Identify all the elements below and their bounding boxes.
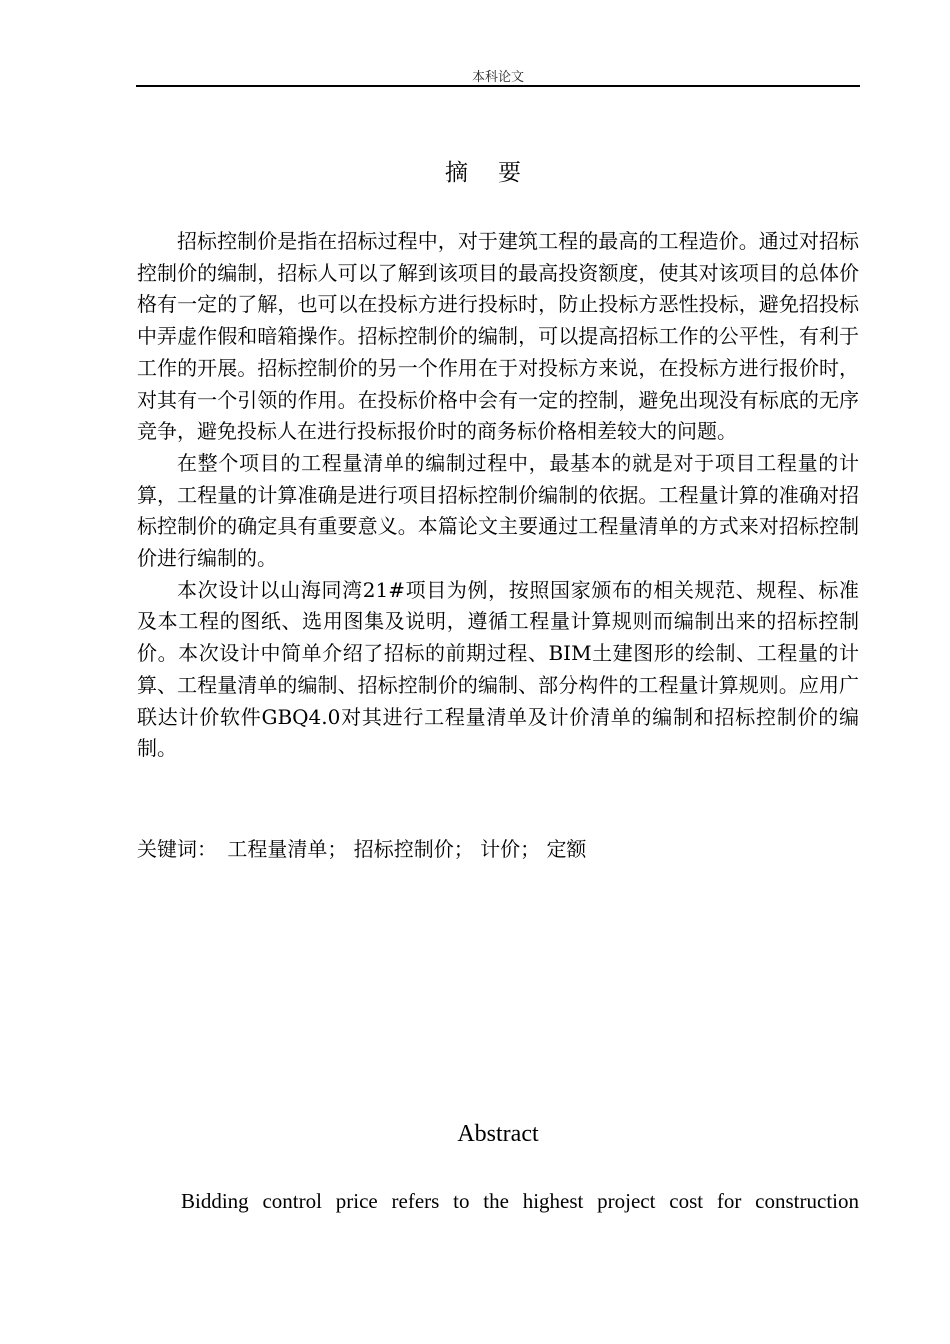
keywords-line <box>137 834 859 865</box>
keywords-list <box>221 837 586 861</box>
abstract-paragraph-2: 在整个项目的工程量清单的编制过程中，最基本的就是对于项目工程量的计算，工程量的计算准确是进行项目招标控制价编制的依据。工程量计算的准确对招标控制价的确定具有重要意义。本篇论文主要通过工程量清单的方式来对招标控制价进行编制的。 <box>137 450 859 571</box>
keyword: 计价 <box>480 837 521 861</box>
keyword-separator: ； <box>453 837 474 861</box>
abstract-title-cn: 摘要 <box>445 160 551 186</box>
running-header: 本科论文 <box>471 70 524 85</box>
abstract-body-cn <box>137 226 859 765</box>
keyword: 招标控制价 <box>353 837 454 861</box>
header-rule <box>136 85 860 87</box>
keyword-separator: ； <box>327 837 348 861</box>
keyword: 工程量清单 <box>227 837 328 861</box>
abstract-body-en: Bidding control price refers to the highest project cost for construction <box>181 1189 859 1213</box>
abstract-title-en: Abstract <box>457 1121 539 1147</box>
keyword: 定额 <box>546 837 587 861</box>
abstract-paragraph-1: 招标控制价是指在招标过程中，对于建筑工程的最高的工程造价。通过对招标控制价的编制，招标人可以了解到该项目的最高投资额度，使其对该项目的总体价格有一定的了解，也可以在投标方进行投标时，防止投标方恶性投标，避免招投标中弄虚作假和暗箱操作。招标控制价的编制，可以提高招标工作的公平性，有利于工作的开展。招标控制价的另一个作用在于对投标方来说，在投标方进行报价时，对其有一个引领的作用。在投标价格中会有一定的控制，避免出现没有标底的无序竞争，避免投标人在进行投标报价时的商务标价格相差较大的问题。 <box>137 229 859 444</box>
abstract-paragraph-3: 本次设计以山海同湾21#项目为例，按照国家颁布的相关规范、规程、标准及本工程的图纸、选用图集及说明，遵循工程量计算规则而编制出来的招标控制价。本次设计中简单介绍了招标的前期过程、BIM土建图形的绘制、工程量的计算、工程量清单的编制、招标控制价的编制、部分构件的工程量计算规则。应用广联达计价软件GBQ4.0对其进行工程量清单及计价清单的编制和招标控制价的编制。 <box>137 577 859 761</box>
keyword-separator: ； <box>520 837 541 861</box>
keywords-label: 关键词： <box>137 837 217 861</box>
